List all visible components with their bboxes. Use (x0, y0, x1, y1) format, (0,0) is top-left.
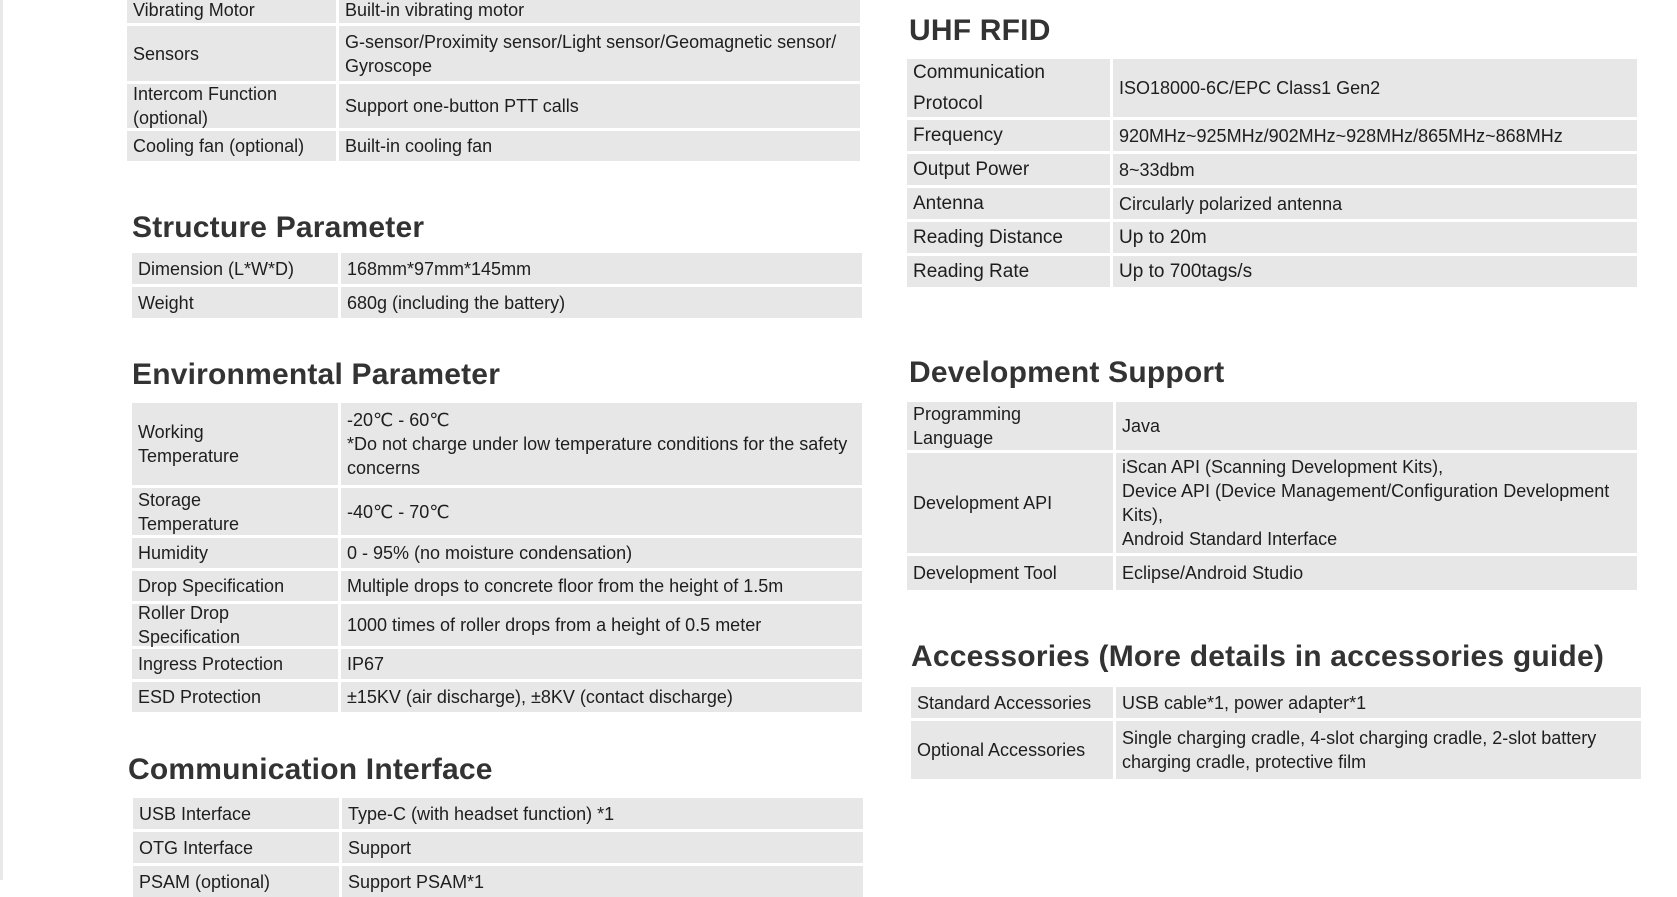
spec-value: iScan API (Scanning Development Kits), Device API (Device Management/Configuration Development Kits), Android Standard Interface (1116, 453, 1637, 553)
spec-label: PSAM (optional) (133, 866, 339, 897)
spec-value: G-sensor/Proximity sensor/Light sensor/Geomagnetic sensor/ Gyroscope (339, 26, 860, 81)
spec-label: Reading Rate (907, 256, 1110, 287)
development-support-title: Development Support (909, 356, 1225, 389)
spec-label: Intercom Function (optional) (127, 84, 336, 128)
table-row (907, 188, 1637, 219)
table-row (127, 0, 860, 23)
table-row (132, 253, 862, 284)
spec-value: 8~33dbm (1113, 154, 1637, 185)
spec-value: -20℃ - 60℃ *Do not charge under low temperature conditions for the safety concerns (341, 403, 862, 485)
spec-label: Humidity (132, 538, 338, 568)
spec-label: Ingress Protection (132, 649, 338, 679)
spec-value: Multiple drops to concrete floor from the height of 1.5m (341, 571, 862, 601)
table-row (133, 798, 863, 829)
spec-label: Standard Accessories (911, 687, 1113, 718)
spec-label: Frequency (907, 120, 1110, 151)
spec-label: Cooling fan (optional) (127, 131, 336, 161)
spec-value: Support one-button PTT calls (339, 84, 860, 128)
table-row (907, 402, 1637, 450)
spec-value: 0 - 95% (no moisture condensation) (341, 538, 862, 568)
spec-label: Development Tool (907, 556, 1113, 590)
spec-value: 920MHz~925MHz/902MHz~928MHz/865MHz~868MHz (1113, 120, 1637, 151)
spec-label: Storage Temperature (132, 488, 338, 535)
spec-label: Reading Distance (907, 222, 1110, 253)
table-row (907, 120, 1637, 151)
spec-label: Antenna (907, 188, 1110, 219)
spec-value: Up to 20m (1113, 222, 1637, 253)
spec-label: Sensors (127, 26, 336, 81)
table-row (907, 154, 1637, 185)
page-left-border (0, 0, 3, 880)
spec-label: ESD Protection (132, 682, 338, 712)
table-row (132, 488, 862, 535)
spec-label: Vibrating Motor (127, 0, 336, 23)
spec-label: USB Interface (133, 798, 339, 829)
spec-value: Eclipse/Android Studio (1116, 556, 1637, 590)
table-row (907, 222, 1637, 253)
table-row (132, 287, 862, 318)
spec-label: Output Power (907, 154, 1110, 185)
table-row (127, 131, 860, 161)
table-row (907, 453, 1637, 553)
spec-label: Roller Drop Specification (132, 604, 338, 646)
spec-label: Optional Accessories (911, 721, 1113, 779)
spec-value: IP67 (341, 649, 862, 679)
spec-label: Drop Specification (132, 571, 338, 601)
spec-value: 1000 times of roller drops from a height of 0.5 meter (341, 604, 862, 646)
table-row (132, 682, 862, 712)
spec-value: -40℃ - 70℃ (341, 488, 862, 535)
table-row (907, 59, 1637, 117)
table-row (132, 649, 862, 679)
table-row (132, 604, 862, 646)
spec-label: Weight (132, 287, 338, 318)
table-row (133, 866, 863, 897)
spec-value: Built-in vibrating motor (339, 0, 860, 23)
spec-value: Type-C (with headset function) *1 (342, 798, 863, 829)
spec-label: Dimension (L*W*D) (132, 253, 338, 284)
accessories-title: Accessories (More details in accessories guide) (911, 640, 1605, 673)
spec-value: Support (342, 832, 863, 863)
spec-label: Development API (907, 453, 1113, 553)
spec-value: Built-in cooling fan (339, 131, 860, 161)
uhf-rfid-title: UHF RFID (909, 14, 1051, 47)
table-row (133, 832, 863, 863)
spec-value: Java (1116, 402, 1637, 450)
communication-interface-title: Communication Interface (128, 753, 493, 786)
spec-value: Circularly polarized antenna (1113, 188, 1637, 219)
spec-value: 168mm*97mm*145mm (341, 253, 862, 284)
spec-value: Support PSAM*1 (342, 866, 863, 897)
spec-value: ISO18000-6C/EPC Class1 Gen2 (1113, 59, 1637, 117)
table-row (907, 256, 1637, 287)
spec-label: OTG Interface (133, 832, 339, 863)
table-row (132, 403, 862, 485)
table-row (127, 84, 860, 128)
spec-value: ±15KV (air discharge), ±8KV (contact discharge) (341, 682, 862, 712)
spec-value: 680g (including the battery) (341, 287, 862, 318)
environmental-parameter-title: Environmental Parameter (132, 358, 501, 391)
spec-label: Communication Protocol (907, 59, 1110, 117)
table-row (911, 721, 1641, 779)
table-row (132, 538, 862, 568)
table-row (911, 687, 1641, 718)
structure-parameter-title: Structure Parameter (132, 211, 425, 244)
spec-value: Up to 700tags/s (1113, 256, 1637, 287)
table-row (127, 26, 860, 81)
spec-value: Single charging cradle, 4-slot charging cradle, 2-slot battery charging cradle, protective film (1116, 721, 1641, 779)
spec-label: Programming Language (907, 402, 1113, 450)
table-row (907, 556, 1637, 590)
spec-value: USB cable*1, power adapter*1 (1116, 687, 1641, 718)
spec-label: Working Temperature (132, 403, 338, 485)
table-row (132, 571, 862, 601)
